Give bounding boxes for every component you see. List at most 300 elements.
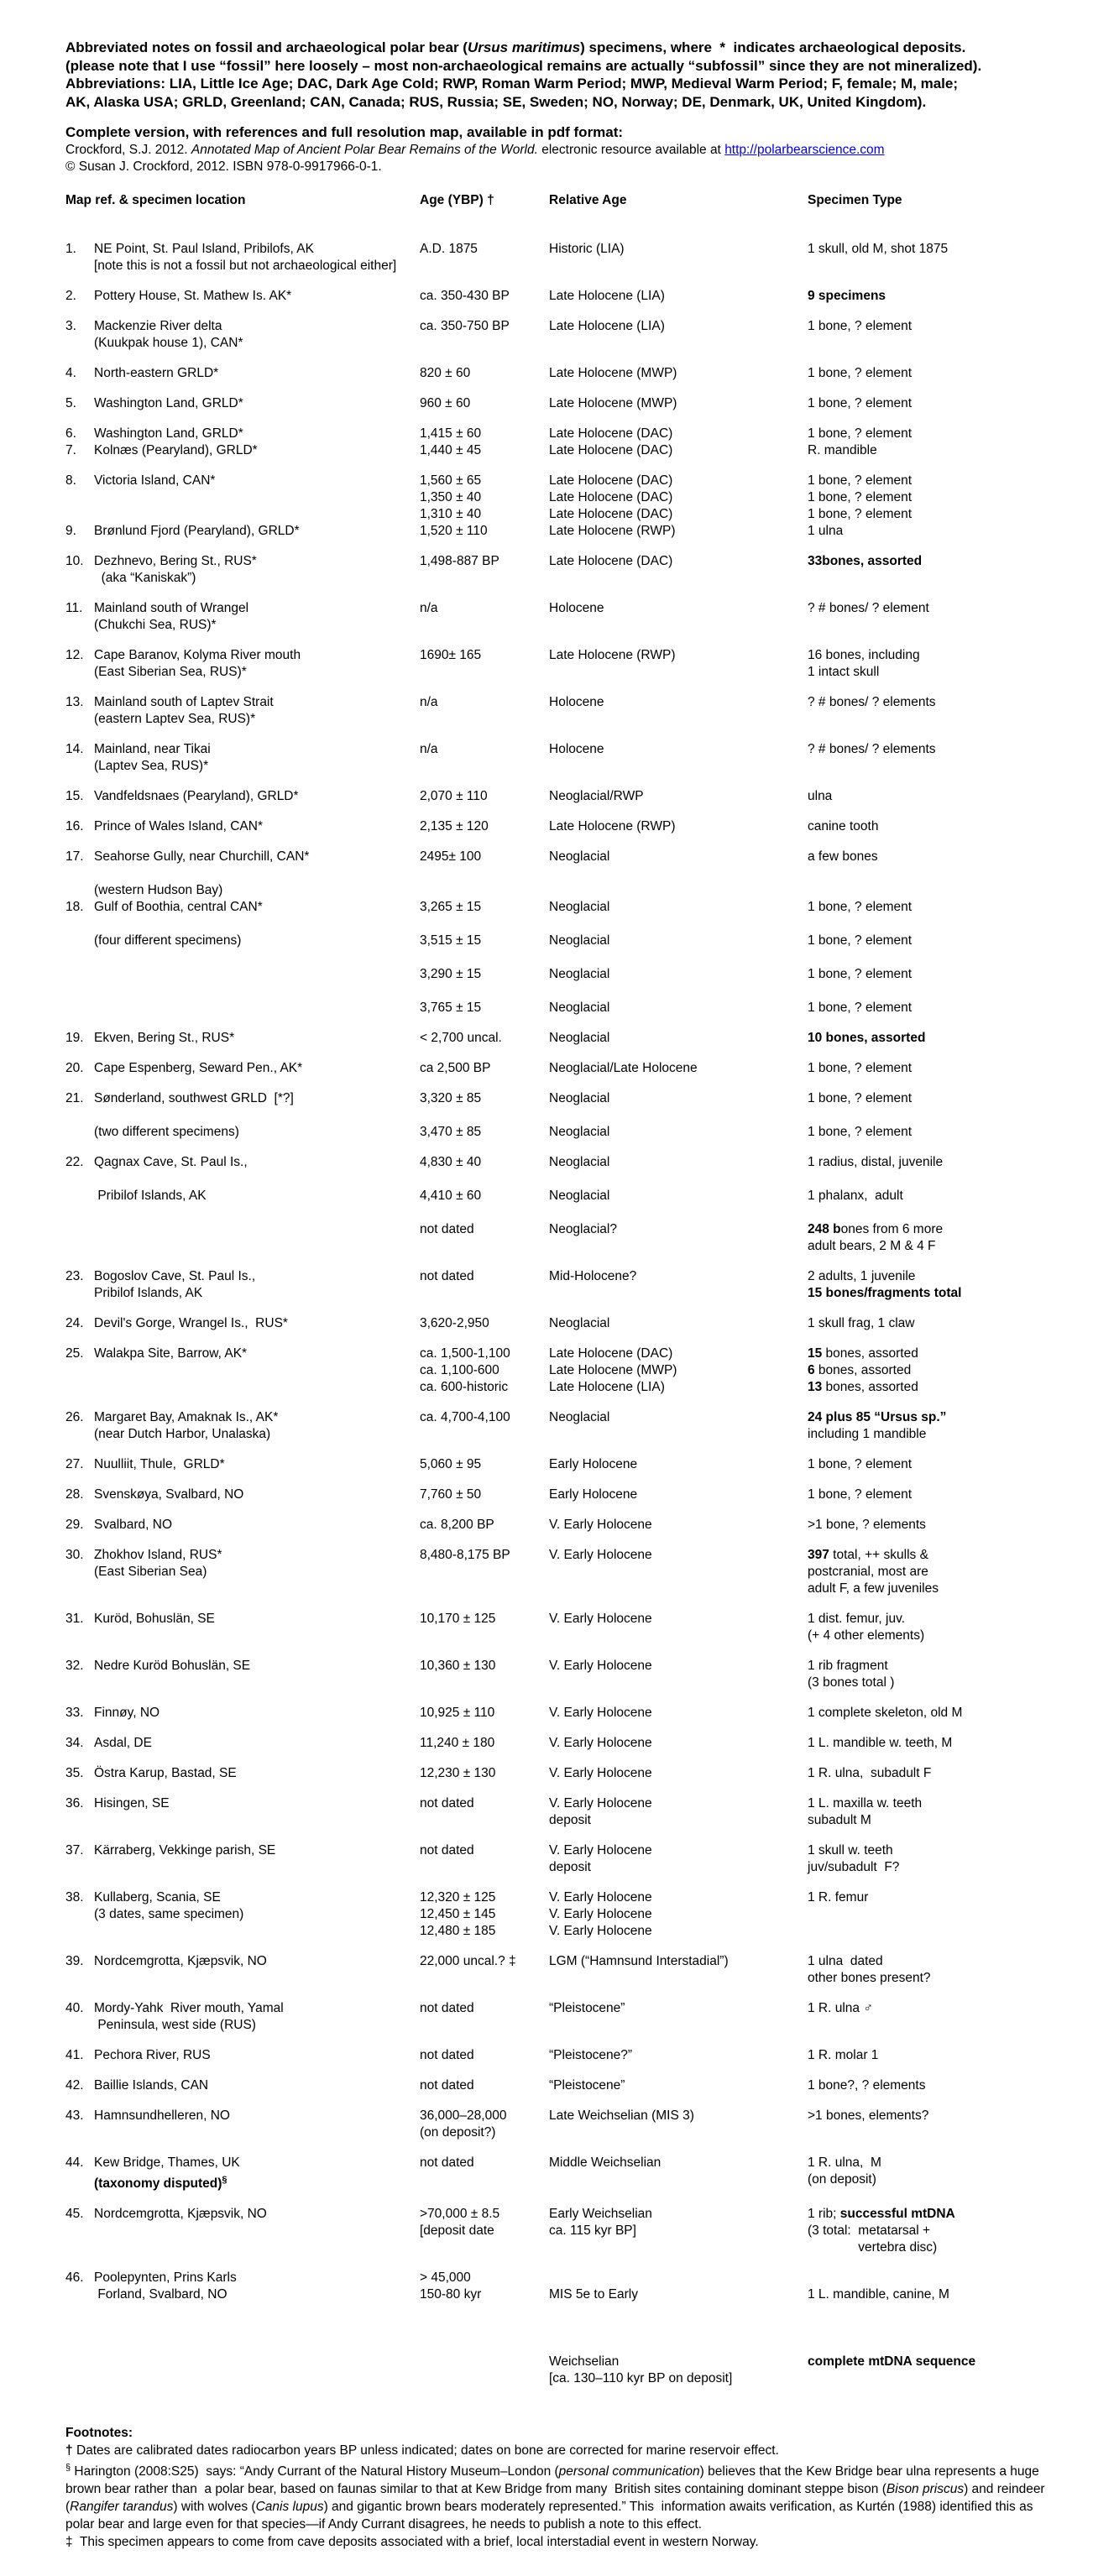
specimen-type — [808, 1268, 1058, 1302]
row-number: 30. — [65, 1547, 84, 1562]
text-segment: Late Holocene (DAC) — [549, 442, 673, 457]
specimen-type-line — [808, 365, 1058, 382]
relative-age — [549, 1735, 808, 1752]
specimen-type-line — [808, 1581, 1058, 1597]
relative-age-line — [549, 473, 808, 489]
relative-age-line — [549, 1315, 808, 1332]
specimen-location — [94, 2155, 420, 2192]
specimen-type — [808, 1030, 1058, 1047]
text-segment: (aka “Kaniskak”) — [94, 570, 196, 585]
specimen-type-line — [808, 818, 1058, 835]
age-value-line — [420, 1705, 549, 1722]
text-segment: 10,170 ± 125 — [420, 1611, 496, 1626]
specimen-location-line — [94, 758, 420, 775]
age-value-line — [420, 1735, 549, 1752]
specimen-location-line — [94, 473, 420, 489]
specimen-type-line — [808, 1030, 1058, 1047]
text-segment: Pottery House, St. Mathew Is. AK* — [94, 288, 292, 303]
specimen-type-line — [808, 694, 1058, 711]
citation-link[interactable]: http://polarbearscience.com — [724, 142, 885, 157]
age-value-line — [420, 2000, 549, 2017]
text-segment: bones, assorted — [814, 1362, 912, 1377]
text-segment: >1 bones, elements? — [808, 2108, 929, 2123]
relative-age — [549, 600, 808, 617]
specimen-location-line — [94, 1611, 420, 1628]
pdf-heading: Complete version, with references and full resolution map, available in pdf format: — [65, 124, 624, 140]
specimen-type — [808, 899, 1058, 1016]
specimen-type-line — [808, 1953, 1058, 1970]
age-value-line — [420, 489, 549, 506]
specimen-type-line — [808, 2337, 1058, 2354]
specimen-location-line — [94, 426, 420, 442]
age-value — [420, 818, 549, 835]
row-number: 12. — [65, 647, 84, 662]
table-row — [65, 1735, 1058, 1752]
age-value-line — [420, 1611, 549, 1628]
age-value-line — [420, 741, 549, 758]
specimen-location-line — [94, 1456, 420, 1473]
relative-age-line — [549, 1658, 808, 1675]
specimen-type-line — [808, 1188, 1058, 1204]
text-segment: R. mandible — [808, 442, 877, 457]
text-segment: 3,290 ± 15 — [420, 966, 482, 981]
row-number: 15. — [65, 788, 84, 803]
specimen-location — [94, 2000, 420, 2034]
age-value — [420, 241, 549, 258]
text-segment: Neoglacial — [549, 1188, 610, 1203]
text-segment: (on deposit?) — [420, 2124, 496, 2140]
text-segment: 1,415 ± 60 — [420, 426, 482, 441]
relative-age — [549, 1705, 808, 1722]
text-segment: Poolepynten, Prins Karls — [94, 2270, 237, 2285]
relative-age-line — [549, 395, 808, 412]
text-segment: 1 bone, ? element — [808, 473, 913, 488]
relative-age-line — [549, 288, 808, 305]
table-row — [65, 2206, 1058, 2256]
specimen-type — [808, 395, 1058, 412]
specimen-type-line — [808, 442, 1058, 459]
table-row — [65, 647, 1058, 681]
text-segment: 36,000–28,000 — [420, 2108, 507, 2123]
specimen-location-line — [94, 2286, 420, 2303]
text-segment: ? # bones/ ? elements — [808, 741, 936, 756]
age-value-line — [420, 1362, 549, 1379]
relative-age-line — [549, 2206, 808, 2223]
text-segment: Neoglacial/RWP — [549, 788, 644, 803]
age-value — [420, 1953, 549, 1970]
text-segment: ) believes that the Kew Bridge bear ulna represents a huge brown bear rather than a polar bear, based on faunas similar to that at Kew Bridge from many British sites containing dominant steppe bison ( — [65, 2464, 1043, 2496]
relative-age-line — [549, 365, 808, 382]
text-segment: ? # bones/ ? elements — [808, 694, 936, 709]
specimen-location — [94, 647, 420, 681]
text-segment: Late Holocene (MWP) — [549, 395, 677, 410]
specimen-location-line — [94, 2206, 420, 2223]
pdf-info-block — [65, 123, 1058, 175]
table-row — [65, 318, 1058, 352]
specimen-type — [808, 1456, 1058, 1473]
row-number: 45. — [65, 2206, 84, 2221]
age-value — [420, 849, 549, 865]
text-segment: Late Holocene (DAC) — [549, 473, 673, 488]
text-segment: Holocene — [549, 694, 604, 709]
age-value-line — [420, 818, 549, 835]
table-row — [65, 1315, 1058, 1332]
table-row — [65, 849, 1058, 899]
age-value — [420, 1842, 549, 1859]
specimen-location-line — [94, 1953, 420, 1970]
specimen-type — [808, 442, 1058, 459]
age-value-line — [420, 1795, 549, 1812]
text-segment: adult F, a few juveniles — [808, 1581, 939, 1596]
table-row — [65, 1409, 1058, 1443]
age-value-line — [420, 1906, 549, 1923]
text-segment: 1,350 ± 40 — [420, 489, 482, 504]
relative-age — [549, 1345, 808, 1396]
text-segment: AK, Alaska USA; GRLD, Greenland; CAN, Canada; RUS, Russia; SE, Sweden; NO, Norway; DE, Denmark, UK, United Kingdom). — [65, 93, 927, 110]
relative-age-line — [549, 1154, 808, 1171]
row-number: 42. — [65, 2077, 84, 2093]
specimen-type-line — [808, 647, 1058, 664]
specimen-location — [94, 1547, 420, 1581]
specimen-location — [94, 2206, 420, 2223]
specimen-type — [808, 694, 1058, 711]
text-segment: NE Point, St. Paul Island, Pribilofs, AK — [94, 241, 314, 256]
text-segment: 8,480-8,175 BP — [420, 1547, 510, 1562]
relative-age-line — [549, 1171, 808, 1188]
text-segment: Nordcemgrotta, Kjæpsvik, NO — [94, 2206, 267, 2221]
row-number: 18. — [65, 899, 84, 914]
specimen-type-line — [808, 949, 1058, 966]
age-value — [420, 1889, 549, 1940]
table-row — [65, 2155, 1058, 2192]
text-segment: Abbreviations: LIA, Little Ice Age; DAC, Dark Age Cold; RWP, Roman Warm Period; MWP, Medieval Warm Period; F, female; M, male; — [65, 76, 958, 91]
citation-line — [65, 142, 1058, 159]
text-segment: Sønderland, southwest GRLD [*?] — [94, 1090, 294, 1105]
age-value — [420, 2077, 549, 2094]
text-segment: 1 rib; — [808, 2206, 840, 2221]
specimen-type-line — [808, 600, 1058, 617]
text-segment: Qagnax Cave, St. Paul Is., — [94, 1154, 248, 1169]
relative-age — [549, 523, 808, 540]
specimen-location-line — [94, 395, 420, 412]
text-segment: (taxonomy disputed) — [94, 2176, 222, 2191]
text-segment: Seahorse Gully, near Churchill, CAN* — [94, 849, 310, 864]
text-segment: Weichselian — [549, 2354, 620, 2369]
relative-age-line — [549, 489, 808, 506]
age-value-line — [420, 1090, 549, 1107]
text-segment: 4,410 ± 60 — [420, 1188, 482, 1203]
specimen-type-line — [808, 1487, 1058, 1503]
table-header-row — [65, 192, 1058, 209]
age-value — [420, 1409, 549, 1426]
text-segment: (near Dutch Harbor, Unalaska) — [94, 1426, 271, 1441]
text-segment: >70,000 ± 8.5 — [420, 2206, 500, 2221]
specimen-location-line — [94, 1889, 420, 1906]
table-row — [65, 1953, 1058, 1987]
text-segment: Dezhnevo, Bering St., RUS* — [94, 553, 257, 568]
age-value-line — [420, 2108, 549, 2124]
age-value-line — [420, 1923, 549, 1940]
specimen-type-line — [808, 288, 1058, 305]
specimen-type — [808, 741, 1058, 758]
age-value-line — [420, 1268, 549, 1285]
table-row — [65, 1889, 1058, 1940]
footnote — [65, 2533, 1058, 2551]
text-segment: Late Holocene (DAC) — [549, 553, 673, 568]
age-value — [420, 395, 549, 412]
specimen-type — [808, 1315, 1058, 1332]
specimen-type-line — [808, 933, 1058, 949]
text-segment: 1 skull, old M, shot 1875 — [808, 241, 949, 256]
text-segment: Neoglacial — [549, 1000, 610, 1015]
specimen-location — [94, 818, 420, 835]
relative-age-line — [549, 1107, 808, 1124]
specimen-location-line — [94, 2047, 420, 2064]
age-value-line — [420, 2223, 549, 2239]
specimen-type-line — [808, 2320, 1058, 2337]
specimen-location — [94, 600, 420, 634]
specimen-type-line — [808, 741, 1058, 758]
specimen-type-line — [808, 489, 1058, 506]
relative-age-line — [549, 1060, 808, 1077]
text-segment: 1 R. molar 1 — [808, 2047, 879, 2062]
specimen-type — [808, 647, 1058, 681]
specimen-type-line — [808, 1970, 1058, 1987]
specimen-type — [808, 553, 1058, 570]
text-segment: Neoglacial — [549, 899, 610, 914]
age-value — [420, 2000, 549, 2017]
relative-age-line — [549, 1547, 808, 1564]
relative-age — [549, 365, 808, 382]
specimen-location — [94, 553, 420, 587]
text-segment: ca. 1,100-600 — [420, 1362, 499, 1377]
text-segment: (western Hudson Bay) — [94, 882, 223, 897]
specimen-type-line — [808, 2000, 1058, 2017]
specimen-type-line — [808, 983, 1058, 1000]
table-row — [65, 899, 1058, 1016]
specimen-location-line — [94, 617, 420, 634]
text-segment: Washington Land, GRLD* — [94, 426, 243, 441]
specimen-type — [808, 1765, 1058, 1782]
text-segment: 7,760 ± 50 — [420, 1487, 482, 1502]
footnotes-section — [65, 2424, 1058, 2551]
row-number: 20. — [65, 1060, 84, 1075]
text-segment: 1,560 ± 65 — [420, 473, 482, 488]
specimen-type-line — [808, 1315, 1058, 1332]
specimen-location-line — [94, 865, 420, 882]
specimen-type-line — [808, 1379, 1058, 1396]
text-segment: Harington (2008:S25) says: “Andy Currant of the Natural History Museum–London ( — [71, 2464, 559, 2479]
text-segment: Cape Espenberg, Seward Pen., AK* — [94, 1060, 303, 1075]
text-segment: not dated — [420, 1268, 474, 1283]
row-number: 29. — [65, 1517, 84, 1532]
specimen-type — [808, 2077, 1058, 2094]
specimen-location-line — [94, 1060, 420, 1077]
age-value — [420, 1090, 549, 1141]
age-value — [420, 1154, 549, 1238]
text-segment: (please note that I use “fossil” here loosely – most non-archaeological remains are actually “subfossil” since they are not mineralized). — [65, 57, 982, 74]
age-value-line — [420, 1517, 549, 1534]
text-segment: 15 bones/fragments total — [808, 1285, 962, 1300]
relative-age-line — [549, 1379, 808, 1396]
age-value-line — [420, 647, 549, 664]
text-segment: 1 R. ulna ♂ — [808, 2000, 873, 2015]
relative-age — [549, 818, 808, 835]
specimen-type — [808, 288, 1058, 305]
row-number: 27. — [65, 1456, 84, 1471]
table-row — [65, 426, 1058, 442]
text-segment: 12,450 ± 145 — [420, 1906, 496, 1921]
text-segment: 2,070 ± 110 — [420, 788, 488, 803]
text-segment: 12,320 ± 125 — [420, 1889, 496, 1905]
text-segment: 10 bones, assorted — [808, 1030, 926, 1045]
specimen-type-line — [808, 664, 1058, 681]
table-row — [65, 1456, 1058, 1473]
age-value-line — [420, 2047, 549, 2064]
text-segment: § — [65, 2462, 71, 2473]
specimen-type-line — [808, 1859, 1058, 1876]
text-segment: 1 bone, ? element — [808, 318, 913, 333]
row-number: 26. — [65, 1409, 84, 1424]
row-number: 16. — [65, 818, 84, 833]
text-segment: Kew Bridge, Thames, UK — [94, 2155, 240, 2170]
age-value-line — [420, 1889, 549, 1906]
specimen-location — [94, 2047, 420, 2064]
age-value-line — [420, 1171, 549, 1188]
text-segment: 13 — [808, 1379, 823, 1394]
text-segment: 10,925 ± 110 — [420, 1705, 495, 1720]
specimen-location-line — [94, 711, 420, 728]
table-body — [65, 241, 1058, 2387]
text-segment: Nuulliit, Thule, GRLD* — [94, 1456, 225, 1471]
text-segment: Hamnsundhelleren, NO — [94, 2108, 230, 2123]
age-value-line — [420, 1547, 549, 1564]
row-number: 34. — [65, 1735, 84, 1750]
text-segment: Neoglacial? — [549, 1221, 617, 1236]
text-segment: vertebra disc) — [808, 2239, 938, 2255]
relative-age — [549, 788, 808, 805]
specimen-location-line — [94, 1795, 420, 1812]
relative-age — [549, 426, 808, 442]
table-row — [65, 1765, 1058, 1782]
text-segment: ‡ This specimen appears to come from cave deposits associated with a brief, local interstadial event in western Norway. — [65, 2534, 759, 2549]
age-value-line — [420, 365, 549, 382]
text-segment: LGM (“Hamnsund Interstadial”) — [549, 1953, 729, 1968]
age-value-line — [420, 2155, 549, 2171]
text-segment: 1 R. ulna, M — [808, 2155, 881, 2170]
text-segment: not dated — [420, 2155, 474, 2170]
text-segment: Late Holocene (DAC) — [549, 489, 673, 504]
relative-age-line — [549, 1765, 808, 1782]
text-segment: Östra Karup, Bastad, SE — [94, 1765, 237, 1780]
specimen-type — [808, 600, 1058, 617]
specimen-type-line — [808, 1000, 1058, 1016]
text-segment: 1 bone, ? element — [808, 365, 913, 380]
specimen-type-line — [808, 395, 1058, 412]
relative-age-line — [549, 741, 808, 758]
text-segment: Late Holocene (MWP) — [549, 365, 677, 380]
specimen-location-line — [94, 882, 420, 899]
age-value — [420, 694, 549, 711]
specimen-location-line — [94, 1735, 420, 1752]
specimen-type-line — [808, 2206, 1058, 2223]
text-segment: n/a — [420, 600, 438, 615]
specimen-type — [808, 1795, 1058, 1829]
relative-age-line — [549, 426, 808, 442]
specimen-location-line — [94, 741, 420, 758]
row-number: 39. — [65, 1953, 84, 1968]
row-number: 8. — [65, 473, 76, 488]
row-number: 14. — [65, 741, 84, 756]
specimen-location-line — [94, 916, 420, 933]
text-segment: 2,135 ± 120 — [420, 818, 489, 833]
text-segment: Neoglacial — [549, 933, 610, 948]
age-value-line — [420, 949, 549, 966]
specimen-type — [808, 1517, 1058, 1534]
specimen-location — [94, 1268, 420, 1302]
relative-age — [549, 395, 808, 412]
text-segment: (+ 4 other elements) — [808, 1628, 925, 1643]
relative-age-line — [549, 1611, 808, 1628]
table-row — [65, 2270, 1058, 2387]
specimen-type — [808, 365, 1058, 382]
specimen-location — [94, 1090, 420, 1141]
specimen-location — [94, 523, 420, 540]
text-segment: Kolnæs (Pearyland), GRLD* — [94, 442, 258, 457]
text-segment: juv/subadult F? — [808, 1859, 900, 1874]
age-value-line — [420, 1030, 549, 1047]
text-segment: Mackenzie River delta — [94, 318, 222, 333]
text-segment: Late Holocene (LIA) — [549, 318, 665, 333]
specimen-type — [808, 2108, 1058, 2124]
specimen-location-line — [94, 2017, 420, 2034]
text-segment: 1 radius, distal, juvenile — [808, 1154, 944, 1169]
text-segment: Late Holocene (RWP) — [549, 818, 676, 833]
text-segment: (two different specimens) — [94, 1124, 239, 1139]
row-number: 28. — [65, 1487, 84, 1502]
relative-age-line — [549, 2155, 808, 2171]
row-number: 38. — [65, 1889, 84, 1905]
age-value-line — [420, 523, 549, 540]
specimen-location — [94, 426, 420, 442]
relative-age — [549, 288, 808, 305]
specimen-type-line — [808, 1285, 1058, 1302]
text-segment: 1 bone, ? element — [808, 1124, 913, 1139]
specimen-type — [808, 849, 1058, 865]
specimen-location — [94, 241, 420, 274]
age-value — [420, 1765, 549, 1782]
text-segment: personal communication — [558, 2464, 700, 2479]
specimen-type — [808, 788, 1058, 805]
specimen-location-line — [94, 849, 420, 865]
text-segment: ca. 4,700-4,100 — [420, 1409, 510, 1424]
text-segment: Washington Land, GRLD* — [94, 395, 243, 410]
specimen-type-line — [808, 1658, 1058, 1675]
specimen-location — [94, 442, 420, 459]
age-value-line — [420, 442, 549, 459]
age-value — [420, 1795, 549, 1812]
relative-age-line — [549, 2000, 808, 2017]
text-segment: 1 bone, ? element — [808, 395, 913, 410]
relative-age — [549, 1547, 808, 1564]
age-value-line — [420, 788, 549, 805]
specimen-type — [808, 1409, 1058, 1443]
specimen-location-line — [94, 1030, 420, 1047]
specimen-location — [94, 1154, 420, 1204]
text-segment: (Kuukpak house 1), CAN* — [94, 335, 243, 350]
text-segment: 1 R. femur — [808, 1889, 869, 1905]
text-segment: 1 bone, ? element — [808, 489, 913, 504]
